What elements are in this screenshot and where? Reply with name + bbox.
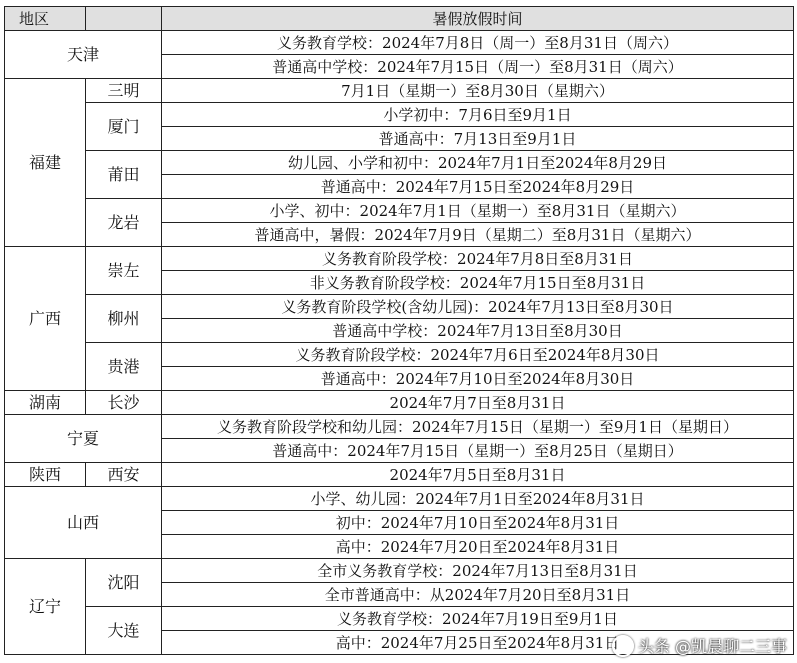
city-sanming: 三明 xyxy=(86,79,162,103)
province-fujian: 福建 xyxy=(5,79,86,247)
vacation-table xyxy=(4,6,794,655)
city-changsha: 长沙 xyxy=(86,391,162,415)
period-cell: 2024年7月5日至8月31日 xyxy=(162,463,794,487)
period-cell: 全市义务教育学校：2024年7月13日至8月31日 xyxy=(162,559,794,583)
period-cell: 义务教育阶段学校：2024年7月6日至2024年8月30日 xyxy=(162,343,794,367)
table-row xyxy=(5,103,794,127)
province-shanxi: 山西 xyxy=(5,487,162,559)
province-hunan: 湖南 xyxy=(5,391,86,415)
period-cell: 全市普通高中：从2024年7月20日至8月31日 xyxy=(162,583,794,607)
period-cell: 义务教育学校：2024年7月8日（周一）至8月31日（周六） xyxy=(162,31,794,55)
period-cell: 幼儿园、小学和初中：2024年7月1日至2024年8月29日 xyxy=(162,151,794,175)
table-row xyxy=(5,79,794,103)
watermark xyxy=(612,634,787,657)
table-row xyxy=(5,559,794,583)
table-row xyxy=(5,415,794,439)
table-row xyxy=(5,487,794,511)
table-row xyxy=(5,343,794,367)
table-row xyxy=(5,247,794,271)
table-row xyxy=(5,391,794,415)
city-longyan: 龙岩 xyxy=(86,199,162,247)
period-cell: 普通高中：2024年7月15日（星期一）至8月25日（星期日） xyxy=(162,439,794,463)
city-dalian: 大连 xyxy=(86,607,162,655)
table-row xyxy=(5,199,794,223)
period-cell: 小学、初中：2024年7月1日（星期一）至8月31日（星期六） xyxy=(162,199,794,223)
watermark-text: 头条 @凯晨聊二三事 xyxy=(637,637,787,656)
period-cell: 普通高中：2024年7月10日至2024年8月30日 xyxy=(162,367,794,391)
city-guigang: 贵港 xyxy=(86,343,162,391)
period-cell: 普通高中，暑假：2024年7月9日（星期二）至8月31日（星期六） xyxy=(162,223,794,247)
period-cell: 小学初中：7月6日至9月1日 xyxy=(162,103,794,127)
period-cell: 2024年7月7日至8月31日 xyxy=(162,391,794,415)
period-cell: 义务教育阶段学校(含幼儿园)：2024年7月13日至8月30日 xyxy=(162,295,794,319)
header-period: 暑假放假时间 xyxy=(162,7,794,31)
toutiao-logo-icon xyxy=(612,635,634,657)
period-cell: 高中：2024年7月20日至2024年8月31日 xyxy=(162,535,794,559)
header-blank xyxy=(86,7,162,31)
period-cell: 义务教育阶段学校和幼儿园：2024年7月15日（星期一）至9月1日（星期日） xyxy=(162,415,794,439)
period-cell: 义务教育阶段学校：2024年7月8日至8月31日 xyxy=(162,247,794,271)
city-liuzhou: 柳州 xyxy=(86,295,162,343)
city-xiamen: 厦门 xyxy=(86,103,162,151)
province-guangxi: 广西 xyxy=(5,247,86,391)
table-row xyxy=(5,295,794,319)
period-cell: 初中：2024年7月10日至2024年8月31日 xyxy=(162,511,794,535)
table-row xyxy=(5,31,794,55)
table-row xyxy=(5,607,794,631)
city-chongzuo: 崇左 xyxy=(86,247,162,295)
header-region: 地区 xyxy=(5,7,86,31)
period-cell: 7月1日（星期一）至8月30日（星期六） xyxy=(162,79,794,103)
table-header-row xyxy=(5,7,794,31)
period-cell: 非义务教育阶段学校：2024年7月15日至8月31日 xyxy=(162,271,794,295)
city-xian: 西安 xyxy=(86,463,162,487)
period-cell: 义务教育学校：2024年7月19日至9月1日 xyxy=(162,607,794,631)
province-liaoning: 辽宁 xyxy=(5,559,86,655)
table-row xyxy=(5,151,794,175)
period-cell: 小学、幼儿园：2024年7月1日至2024年8月31日 xyxy=(162,487,794,511)
province-shaanxi: 陕西 xyxy=(5,463,86,487)
city-shenyang: 沈阳 xyxy=(86,559,162,607)
period-cell: 普通高中学校：2024年7月15日（周一）至8月31日（周六） xyxy=(162,55,794,79)
period-cell: 高中：2024年7月25日至2024年8月31日 xyxy=(162,631,794,655)
table-row xyxy=(5,463,794,487)
province-tianjin: 天津 xyxy=(5,31,162,79)
province-ningxia: 宁夏 xyxy=(5,415,162,463)
period-cell: 普通高中：7月13日至9月1日 xyxy=(162,127,794,151)
period-cell: 普通高中学校：2024年7月13日至8月30日 xyxy=(162,319,794,343)
city-putian: 莆田 xyxy=(86,151,162,199)
period-cell: 普通高中：2024年7月15日至2024年8月29日 xyxy=(162,175,794,199)
